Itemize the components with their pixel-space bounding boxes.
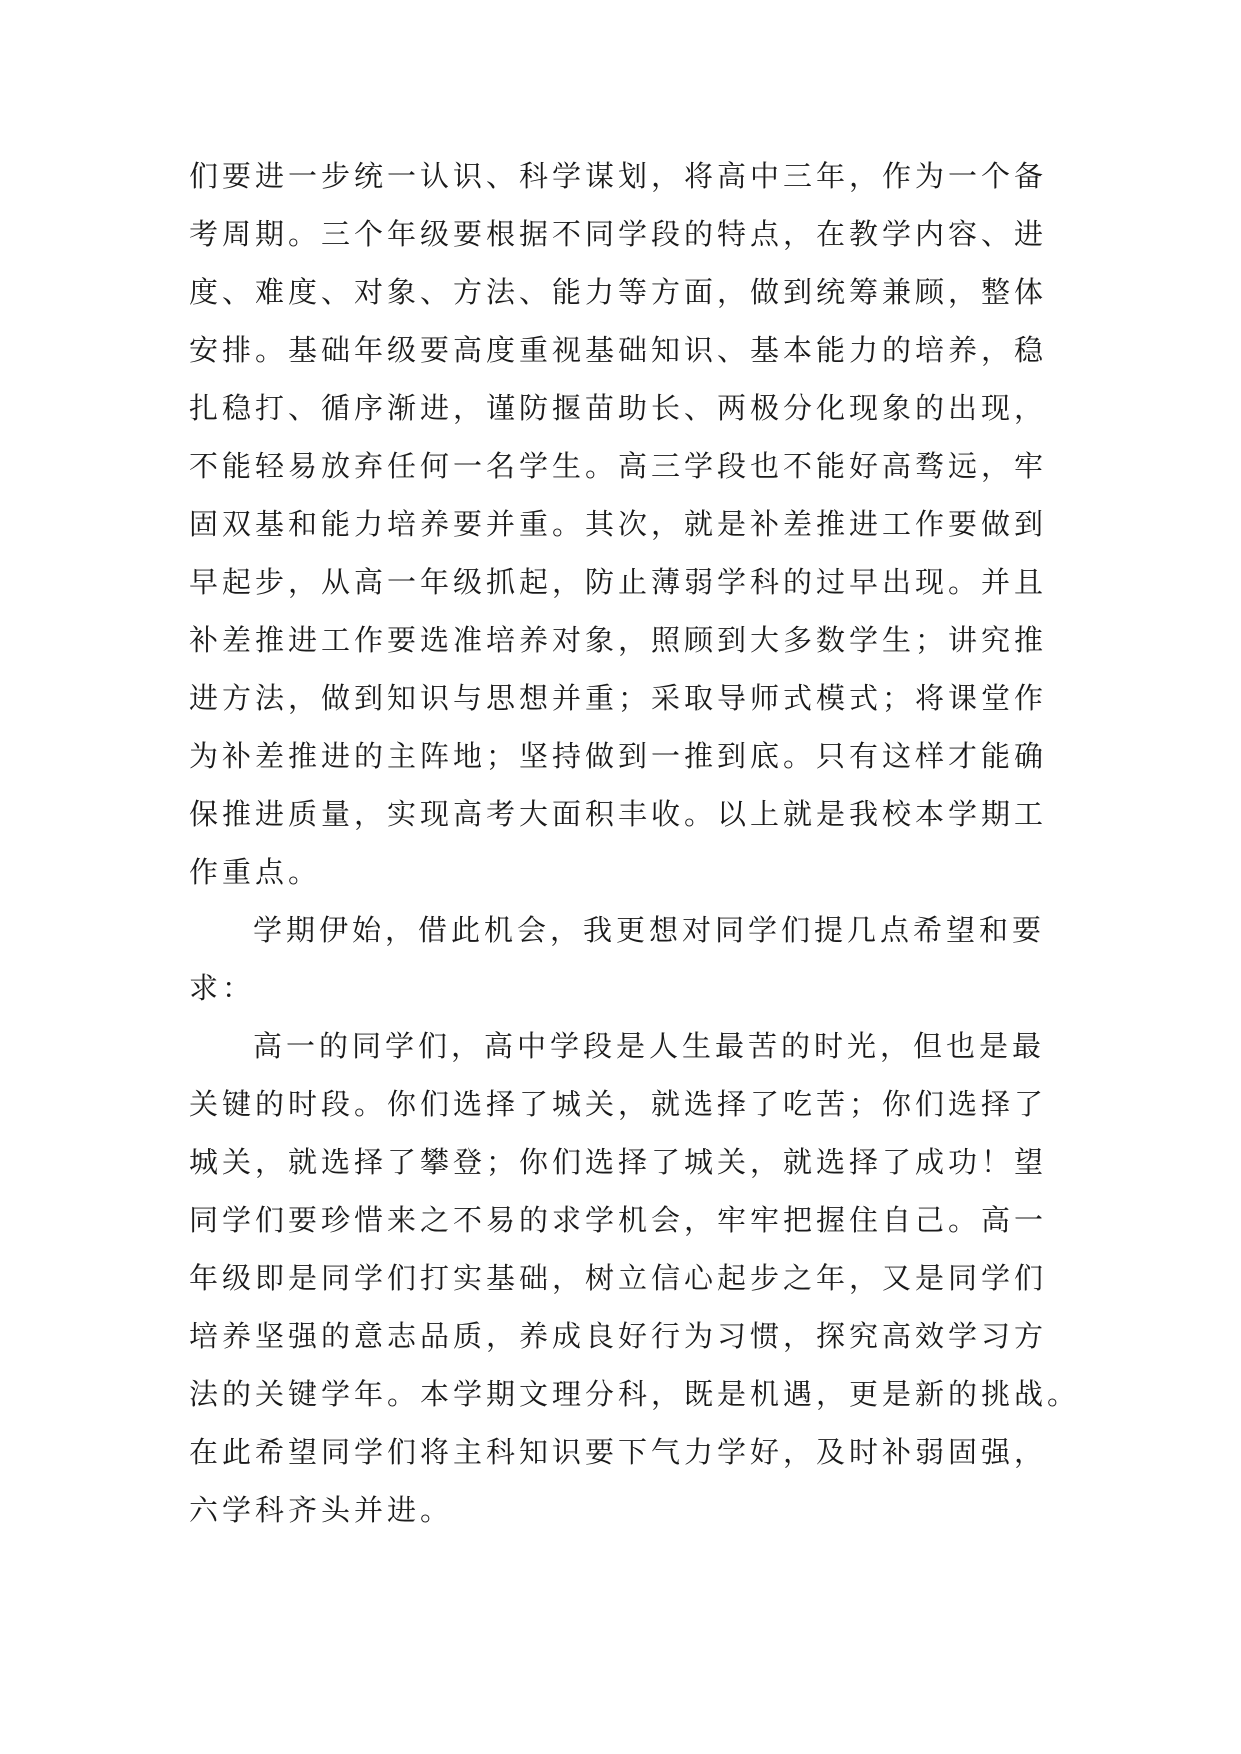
- text-line: 早起步，从高一年级抓起，防止薄弱学科的过早出现。并且: [189, 565, 1048, 599]
- text-line: 们要进一步统一认识、科学谋划，将高中三年，作为一个备: [189, 159, 1048, 193]
- text-line: 保推进质量，实现高考大面积丰收。以上就是我校本学期工: [189, 797, 1048, 831]
- text-line: 同学们要珍惜来之不易的求学机会，牢牢把握住自己。高一: [189, 1203, 1048, 1237]
- paragraph-start-line: 学期伊始，借此机会，我更想对同学们提几点希望和要: [253, 913, 1046, 947]
- text-line: 不能轻易放弃任何一名学生。高三学段也不能好高骛远，牢: [189, 449, 1048, 483]
- text-line: 作重点。: [189, 855, 322, 889]
- paragraph-start-line: 高一的同学们，高中学段是人生最苦的时光，但也是最: [253, 1029, 1046, 1063]
- text-line: 关键的时段。你们选择了城关，就选择了吃苦；你们选择了: [189, 1087, 1048, 1121]
- text-line: 固双基和能力培养要并重。其次，就是补差推进工作要做到: [189, 507, 1048, 541]
- text-line: 扎稳打、循序渐进，谨防揠苗助长、两极分化现象的出现，: [189, 391, 1048, 425]
- text-line: 进方法，做到知识与思想并重；采取导师式模式；将课堂作: [189, 681, 1048, 715]
- text-line: 年级即是同学们打实基础，树立信心起步之年，又是同学们: [189, 1261, 1048, 1295]
- text-line: 补差推进工作要选准培养对象，照顾到大多数学生；讲究推: [189, 623, 1048, 657]
- text-line: 为补差推进的主阵地；坚持做到一推到底。只有这样才能确: [189, 739, 1048, 773]
- text-line: 城关，就选择了攀登；你们选择了城关，就选择了成功！望: [189, 1145, 1048, 1179]
- text-line: 考周期。三个年级要根据不同学段的特点，在教学内容、进: [189, 217, 1048, 251]
- text-line: 培养坚强的意志品质，养成良好行为习惯，探究高效学习方: [189, 1319, 1048, 1353]
- text-line: 求：: [189, 971, 256, 1005]
- text-line: 法的关键学年。本学期文理分科，既是机遇，更是新的挑战。: [189, 1377, 1081, 1411]
- text-line: 度、难度、对象、方法、能力等方面，做到统筹兼顾，整体: [189, 275, 1048, 309]
- text-line: 六学科齐头并进。: [189, 1493, 454, 1527]
- text-line: 在此希望同学们将主科知识要下气力学好，及时补弱固强，: [189, 1435, 1048, 1469]
- text-line: 安排。基础年级要高度重视基础知识、基本能力的培养，稳: [189, 333, 1048, 367]
